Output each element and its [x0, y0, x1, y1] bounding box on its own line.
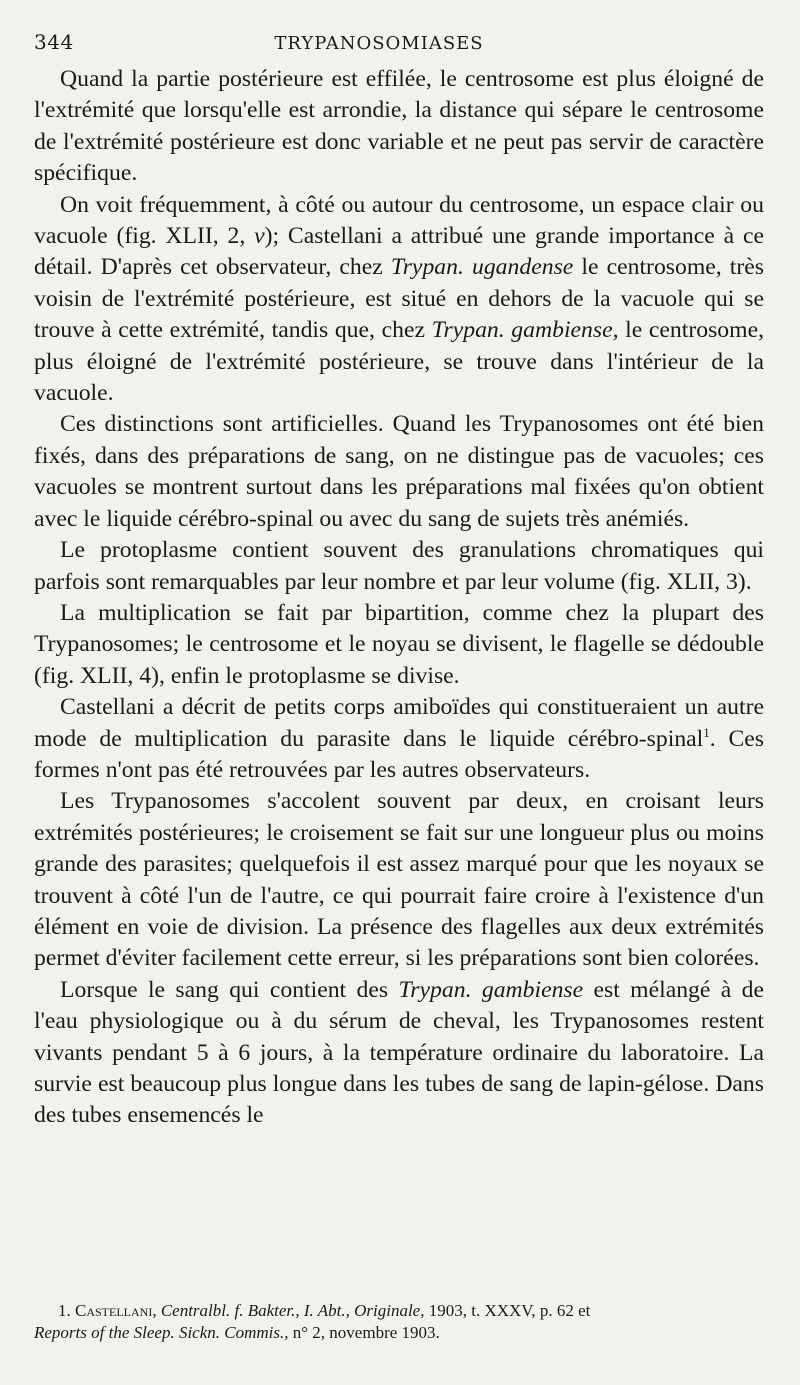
text-run: Le protoplasme contient souvent des granulations chromatiques qui parfois sont remarquables par leur nombre et par leur volume (fig. XLII, 3). [34, 537, 764, 595]
text-run: le centrosome, très voisin de l'extrémité postérieure, est situé en dehors de la vacuole qui se trouve à cette extrémité, tandis que, chez [34, 254, 765, 344]
text-run: Quand la partie postérieure est effilée, le centrosome est plus éloigné de l'extrémité que lorsqu'elle est arrondie, la distance qui sépare le centrosome de l'extrémité postérieure est donc variable et ne peut pas servir de caractère spécifique. [34, 66, 764, 187]
text-run: le centrosome, plus éloigné de l'extrémité postérieure, se trouve dans l'intérieur de la vacuole. [34, 317, 765, 407]
running-title: TRYPANOSOMIASES [274, 33, 484, 54]
text-run: . Ces formes n'ont pas été retrouvées par les autres observateurs. [34, 725, 765, 783]
page-number: 344 [34, 30, 74, 54]
paragraph [34, 190, 764, 410]
paragraph [34, 786, 764, 974]
footnote-reference[interactable]: 1 [703, 724, 710, 740]
paragraph [34, 409, 764, 535]
report-title: Reports of the Sleep. Sickn. Commis., [34, 1323, 289, 1342]
paragraph [34, 535, 764, 598]
paragraph [34, 64, 764, 190]
italic-run: v [254, 223, 265, 250]
body-text [34, 64, 764, 1132]
text-run: 1903, t. XXXV, p. 62 et [424, 1301, 591, 1320]
species-name: Trypan. ugandense [390, 254, 574, 281]
text-run: Les Trypanosomes s'accolent souvent par deux, en croisant leurs extrémités postérieures; le croisement se fait sur une longueur plus ou moins grande des parasites; quelquefois il est assez marqué pour que les noyaux se trouvent à côté l'un de l'autre, ce qui pourrait faire croire à l'existence d'un élément en voie de division. La présence des flagelles aux deux extrémités permet d'éviter facilement cette erreur, si les préparations sont bien colorées. [34, 788, 764, 972]
paragraph [34, 975, 764, 1132]
paragraph [34, 598, 764, 692]
journal-title: Centralbl. f. Bakter., I. Abt., Originale, [160, 1301, 425, 1320]
footnote-number: 1. [58, 1301, 71, 1320]
text-run: Castellani a décrit de petits corps amiboïdes qui constitueraient un autre mode de multiplication du parasite dans le liquide cérébro-spinal [34, 694, 764, 752]
text-run: Lorsque le sang qui contient des [60, 976, 399, 1003]
species-name: Trypan. gambiense [398, 976, 584, 1003]
text-run: On voit fréquemment, à côté ou autour du centrosome, un espace clair ou vacuole (fig. XLII, 2, [34, 191, 764, 250]
footnotes [34, 1300, 764, 1344]
footnote [34, 1300, 764, 1344]
text-run: est mélangé à de l'eau physiologique ou à du sérum de cheval, les Trypanosomes restent vivants pendant 5 à 6 jours, à la température ordinaire du laboratoire. La survie est beaucoup plus longue dans les tubes de sang de lapin-gélose. Dans des tubes ensemencés le [34, 976, 765, 1129]
species-name: Trypan. gambiense, [431, 317, 619, 344]
text-run: n° 2, novembre 1903. [288, 1323, 440, 1342]
footnote-author: Castellani, [75, 1301, 157, 1320]
text-run: ); Castellani a attribué une grande importance à ce détail. D'après cet observateur, chez [34, 223, 764, 281]
text-run: La multiplication se fait par bipartition, comme chez la plupart des Trypanosomes; le centrosome et le noyau se divisent, le flagelle se dédouble (fig. XLII, 4), enfin le protoplasme se divise. [34, 599, 764, 689]
text-run: Ces distinctions sont artificielles. Quand les Trypanosomes ont été bien fixés, dans des préparations de sang, on ne distingue pas de vacuoles; ces vacuoles se montrent surtout dans les préparations mal fixées qu'on obtient avec le liquide cérébro-spinal ou avec du sang de sujets très anémiés. [34, 411, 764, 532]
paragraph [34, 692, 764, 786]
page-header [34, 30, 764, 64]
